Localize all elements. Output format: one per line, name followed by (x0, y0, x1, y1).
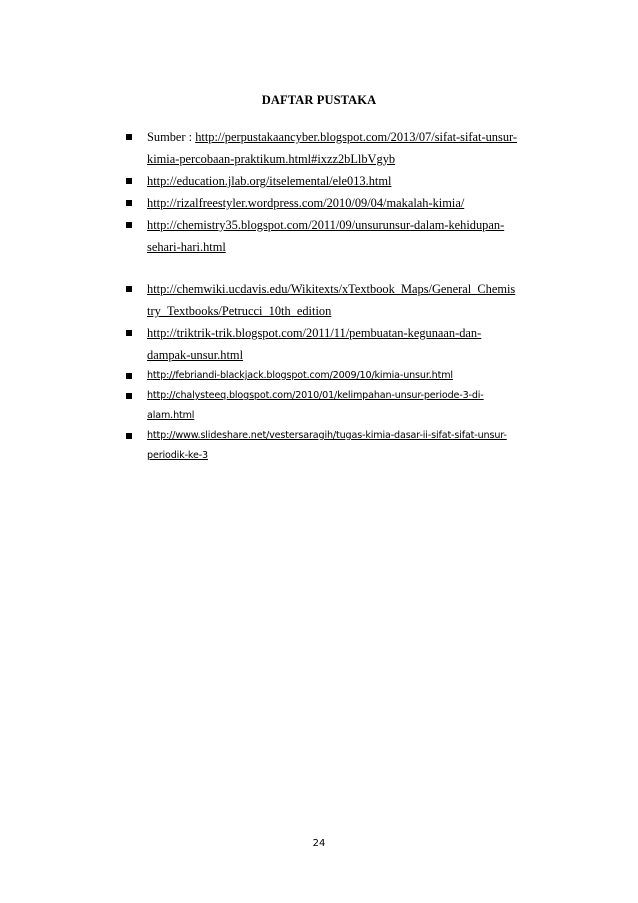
spacer (123, 258, 553, 278)
square-bullet-icon (126, 200, 132, 206)
reference-link[interactable]: http://chemwiki.ucdavis.edu/Wikitexts/xTextbook_Maps/General_Chemis (147, 282, 516, 296)
reference-item (123, 192, 553, 214)
square-bullet-icon (126, 433, 132, 439)
square-bullet-icon (126, 222, 132, 228)
square-bullet-icon (126, 330, 132, 336)
square-bullet-icon (126, 178, 132, 184)
reference-link-continued[interactable]: kimia-percobaan-praktikum.html#ixzz2bLlbVgyb (147, 152, 396, 166)
page-title: DAFTAR PUSTAKA (261, 93, 377, 107)
reference-list (123, 126, 553, 466)
reference-link-continued[interactable]: alam.html (147, 410, 195, 421)
reference-link-continued[interactable]: sehari-hari.html (147, 240, 226, 254)
reference-link[interactable]: http://febriandi-blackjack.blogspot.com/2009/10/kimia-unsur.html (147, 370, 453, 381)
reference-item (123, 170, 553, 192)
reference-link[interactable]: http://www.slideshare.net/vestersaragih/tugas-kimia-dasar-ii-sifat-sifat-unsur- (147, 430, 507, 441)
page-number: 24 (312, 838, 326, 849)
reference-line (147, 126, 553, 148)
reference-link[interactable]: http://chemistry35.blogspot.com/2011/09/unsurunsur-dalam-kehidupan- (147, 218, 505, 232)
reference-link-continued[interactable]: dampak-unsur.html (147, 348, 244, 362)
square-bullet-icon (126, 393, 132, 399)
reference-link[interactable]: http://rizalfreestyler.wordpress.com/2010/09/04/makalah-kimia/ (147, 196, 465, 210)
reference-link-continued[interactable]: periodik-ke-3 (147, 450, 208, 461)
reference-item (123, 322, 553, 366)
reference-item (123, 386, 553, 426)
reference-item (123, 214, 553, 258)
reference-link[interactable]: http://education.jlab.org/itselemental/ele013.html (147, 174, 392, 188)
square-bullet-icon (126, 134, 132, 140)
square-bullet-icon (126, 373, 132, 379)
square-bullet-icon (126, 286, 132, 292)
reference-link[interactable]: http://perpustakaancyber.blogspot.com/2013/07/sifat-sifat-unsur- (195, 130, 518, 144)
reference-link-continued[interactable]: try_Textbooks/Petrucci_10th_edition (147, 304, 332, 318)
reference-item (123, 278, 553, 322)
reference-link[interactable]: http://chalysteeq.blogspot.com/2010/01/kelimpahan-unsur-periode-3-di- (147, 390, 484, 401)
reference-link[interactable]: http://triktrik-trik.blogspot.com/2011/11/pembuatan-kegunaan-dan- (147, 326, 482, 340)
reference-item (123, 426, 553, 466)
reference-item (123, 366, 553, 386)
reference-prefix: Sumber : (147, 130, 196, 144)
reference-item (123, 126, 553, 170)
